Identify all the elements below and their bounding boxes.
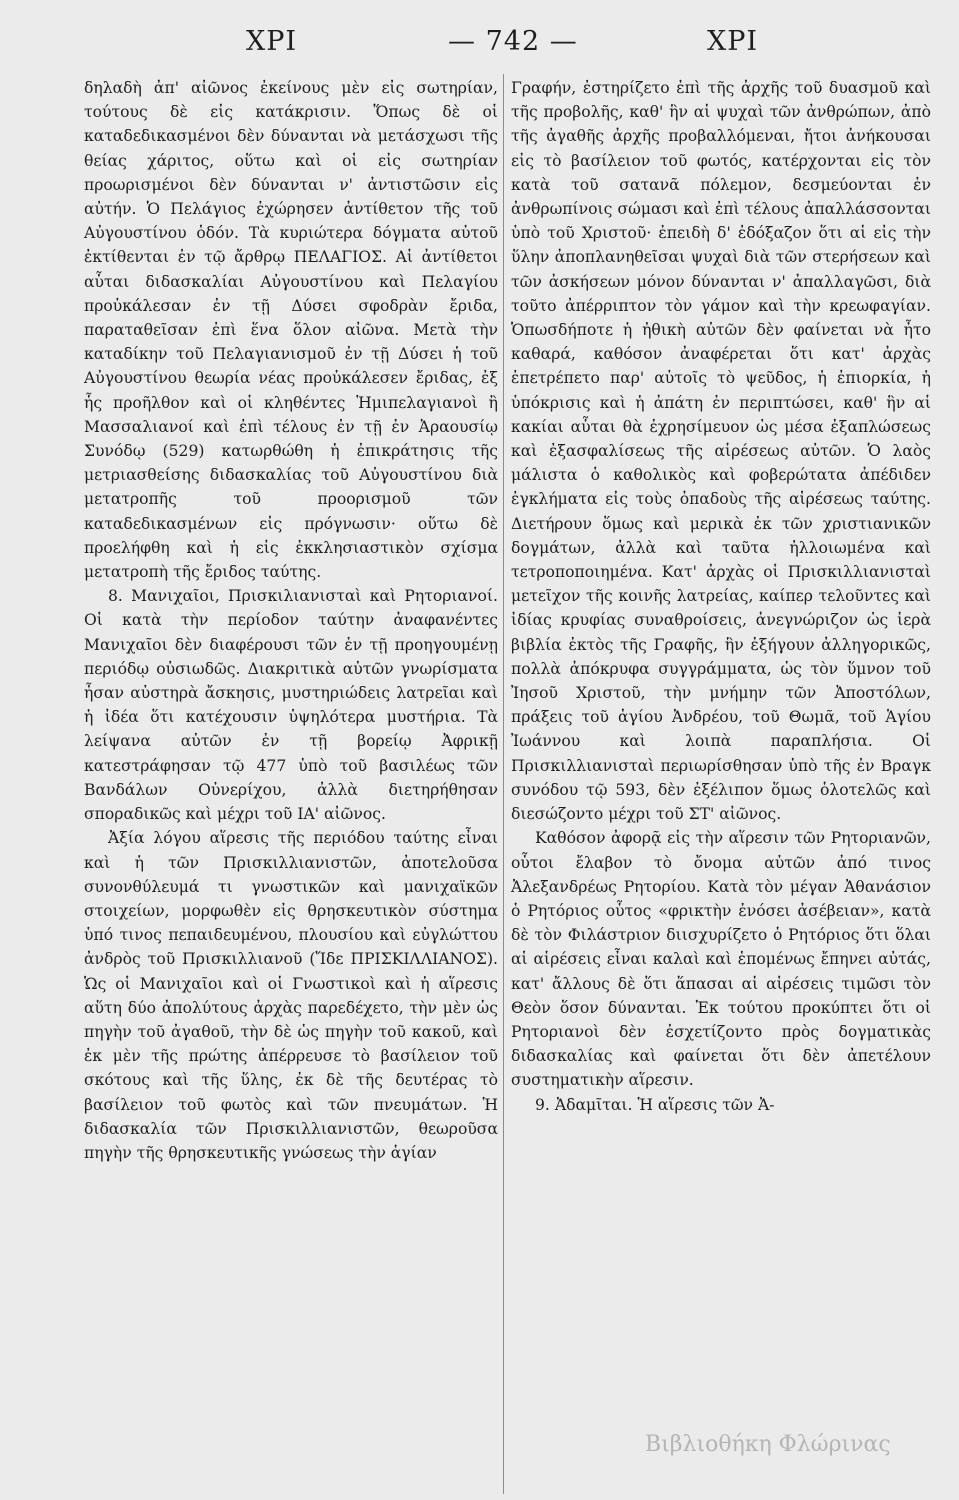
section-paragraph: 8. Μανιχαῖοι, Πρισκιλιανισταὶ καὶ Ρητοριανοί. Οἱ κατὰ τὴν περίοδον ταύτην ἀναφανέντες Μανιχαῖοι δὲν διαφέρουσι τῶν ἐν τῇ προηγουμένῃ περιόδῳ οὐσιωδῶς. Διακριτικὰ αὐτῶν γνωρίσματα ἦσαν αὐστηρὰ ἄσκησις, μυστηριώδεις λατρεῖαι καὶ ἡ ἰδέα ὅτι κατέχουσιν ὑψηλότερα μυστήρια. Τὰ λείψανα αὐτῶν ἐν τῇ βορείῳ Ἀφρικῇ κατεστράφησαν τῷ 477 ὑπὸ τοῦ βασιλέως τῶν Βανδάλων Οὐνερίχου, ἀλλὰ διετηρήθησαν σποραδικῶς καὶ μέχρι τοῦ ΙΑ' αἰῶνος. <box>84 587 498 824</box>
paragraph: δηλαδὴ ἀπ' αἰῶνος ἐκείνους μὲν εἰς σωτηρίαν, τούτους δὲ εἰς κατάκρισιν. Ὅπως δὲ οἱ καταδεδικασμένοι δὲν δύνανται νὰ μετάσχωσι τῆς θείας χάριτος, οὕτω καὶ οἱ εἰς σωτηρίαν προωρισμένοι δὲν δύνανται ν' ἀντιστῶσιν εἰς αὐτήν. Ὁ Πελάγιος ἐχώρησεν ἀντίθετον τῆς τοῦ Αὐγουστίνου ὁδόν. Τὰ κυριώτερα δόγματα αὐτοῦ ἐκτίθενται ἐν τῷ ἄρθρῳ ΠΕΛΑΓΙΟΣ. Αἱ ἀντίθετοι αὗται διδασκαλίαι Αὐγουστίνου καὶ Πελαγίου προὐκάλεσαν ἐν τῇ Δύσει σφοδρὰν ἔριδα, παραταθεῖσαν ἐπὶ ἕνα ὅλον αἰῶνα. Μετὰ τὴν καταδίκην τοῦ Πελαγιανισμοῦ ἐν τῇ Δύσει ἡ τοῦ Αὐγουστίνου θεωρία νέας προὐκάλεσεν ἔριδας, ἐξ ἧς προῆλθον καὶ οἱ κληθέντες Ἡμιπελαγιανοὶ ἢ Μασσαλιανοί καὶ ἐπὶ τέλους ἐν τῇ ἐν Ἀραουσίῳ Συνόδῳ (529) κατωρθώθη ἡ ἐπικράτησις τῆς μετριασθείσης διδασκαλίας τοῦ Αὐγουστίνου διὰ μετατροπῆς τοῦ προορισμοῦ τῶν καταδεδικασμένων εἰς πρόγνωσιν· οὕτω δὲ προελήφθη καὶ ἡ εἰς ἐκκλησιαστικὸν σχίσμα μετατροπὴ τῆς ἔριδος ταύτης. <box>84 79 498 582</box>
page-number: — 742 — <box>448 26 578 57</box>
column-divider <box>503 74 504 1494</box>
paragraph: Καθόσον ἀφορᾷ εἰς τὴν αἵρεσιν τῶν Ρητοριανῶν, οὗτοι ἔλαβον τὸ ὄνομα αὐτῶν ἀπό τινος Ἀλεξανδρέως Ρητορίου. Κατὰ τὸν μέγαν Ἀθανάσιον ὁ Ρητόριος οὗτος «φρικτὴν ἐνόσει ἀσέβειαν», κατὰ δὲ τὸν Φιλάστριον διισχυρίζετο ὁ Ρητόριος ὅτι ὅλαι αἱ αἱρέσεις εἶναι καλαὶ καὶ ἑπομένως ἔπηνει αὐτάς, κατ' ἄλλους δὲ ὅτι ἅπασαι αἱ αἱρέσεις τιμῶσι τὸν Θεὸν ὅσον δύνανται. Ἐκ τούτου προκύπτει ὅτι οἱ Ρητοριανοὶ δὲν ἐσχετίζοντο πρὸς δογματικὰς διδασκαλίας καὶ φαίνεται ὅτι δὲν ἀπετέλουν συστηματικὴν αἵρεσιν. <box>511 829 931 1090</box>
right-column <box>511 76 931 1117</box>
running-head-right: XPI <box>707 26 759 57</box>
section-paragraph: 9. Ἀδαμῖται. Ἡ αἵρεσις τῶν Ἀ- <box>535 1095 775 1114</box>
library-watermark: Βιβλιοθήκη Φλώρινας <box>645 1432 891 1456</box>
paragraph: Ἀξία λόγου αἵρεσις τῆς περιόδου ταύτης εἶναι καὶ ἡ τῶν Πρισκιλλιανιστῶν, ἀποτελοῦσα συνονθύλευμά τι γνωστικῶν καὶ μανιχαϊκῶν στοιχείων, μορφωθὲν εἰς θρησκευτικὸν σύστημα ὑπό τινος πεπαιδευμένου, πλουσίου καὶ εὐγλώττου ἀνδρὸς τοῦ Πρισκιλλιανοῦ (Ἴδε ΠΡΙΣΚΙΛΛΙΑΝΟΣ). Ὡς οἱ Μανιχαῖοι καὶ οἱ Γνωστικοὶ καὶ ἡ αἵρεσις αὕτη δύο ἀπολύτους ἀρχὰς παρεδέχετο, τὴν μὲν ὡς πηγὴν τοῦ ἀγαθοῦ, τὴν δὲ ὡς πηγὴν τοῦ κακοῦ, καὶ ἐκ μὲν τῆς πρώτης ἀπέρρευσε τὸ βασίλειον τοῦ σκότους καὶ τῆς ὕλης, ἐκ δὲ τῆς δευτέρας τὸ βασίλειον τοῦ φωτὸς καὶ τῶν πνευμάτων. Ἡ διδασκαλία τῶν Πρισκιλλιανιστῶν, θεωροῦσα πηγὴν τῆς θρησκευτικῆς γνώσεως τὴν ἁγίαν <box>84 829 498 1162</box>
paragraph: Γραφήν, ἐστηρίζετο ἐπὶ τῆς ἀρχῆς τοῦ δυασμοῦ καὶ τῆς προβολῆς, καθ' ἣν αἱ ψυχαὶ τῶν ἀνθρώπων, ἀπὸ τῆς ἀγαθῆς ἀρχῆς προβαλλόμεναι, ἤτοι ἀνήκουσαι εἰς τὸ βασίλειον τοῦ φωτός, κατέρχονται εἰς τὸν κατὰ τοῦ σατανᾶ πόλεμον, δεσμεύονται ἐν ἀνθρωπίνοις σώμασι καὶ ἐπὶ τέλους ἀπαλλάσσονται ὑπὸ τοῦ Χριστοῦ· ἐπειδὴ δ' ἐδόξαζον ὅτι αἱ εἰς τὴν ὕλην ἀποπλανηθεῖσαι ψυχαὶ διὰ τῶν στερήσεων καὶ τῶν ἀσκήσεων μόνον δύνανται ν' ἀπαλλαγῶσι, διὰ τοῦτο ἀπέρριπτον τὸν γάμον καὶ τὴν κρεωφαγίαν. Ὁπωσδήποτε ἡ ἠθικὴ αὐτῶν δὲν φαίνεται νὰ ἦτο καθαρά, καθόσον ἀναφέρεται ὅτι κατ' ἀρχὰς ἐπετρέπετο παρ' αὐτοῖς τὸ ψεῦδος, ἡ ἐπιορκία, ἡ ὑπόκρισις καὶ ἡ ἀπάτη ἐν περιπτώσει, καθ' ἣν αἱ κακίαι αὗται θὰ ἐχρησίμευον ὡς μέσα ἐξαπλώσεως καὶ ἐξασφαλίσεως τῆς αἱρέσεως αὐτῶν. Ὁ λαὸς μάλιστα ὁ καθολικὸς καὶ φοβερώτατα ἀπέδιδεν ἐγκλήματα εἰς τοὺς ὀπαδοὺς τῆς αἱρέσεως ταύτης. Διετήρουν ὅμως καὶ μερικὰ ἐκ τῶν χριστιανικῶν δογμάτων, ἀλλὰ καὶ ταῦτα ἠλλοιωμένα καὶ τετροποποιημένα. Κατ' ἀρχὰς οἱ Πρισκιλλιανισταὶ μετεῖχον τῆς κοινῆς λατρείας, καίπερ τελοῦντες καὶ ἰδίας κρυφίας συναθροίσεις, ἀνεγνώριζον ὡς ἱερὰ βιβλία ἐκτὸς τῆς Γραφῆς, ἣν ἐξήγουν ἀλληγορικῶς, πολλὰ ἀπόκρυφα συγγράμματα, ὡς τὸν ὕμνον τοῦ Ἰησοῦ Χριστοῦ, τὴν μνήμην τῶν Ἀποστόλων, πράξεις τοῦ ἁγίου Ἀνδρέου, τοῦ Θωμᾶ, τοῦ Ἁγίου Ἰωάννου καὶ λοιπὰ παραπλήσια. Οἱ Πρισκιλλιανισταὶ περιωρίσθησαν ὑπὸ τῆς ἐν Βραγκ συνόδου τῷ 593, δὲν ἐξέλιπον ὅμως ὁλοτελῶς καὶ διεσώζοντο μέχρι τοῦ ΣΤ' αἰῶνος. <box>511 79 931 824</box>
left-column <box>84 76 498 1165</box>
running-head-left: XPI <box>246 26 298 57</box>
